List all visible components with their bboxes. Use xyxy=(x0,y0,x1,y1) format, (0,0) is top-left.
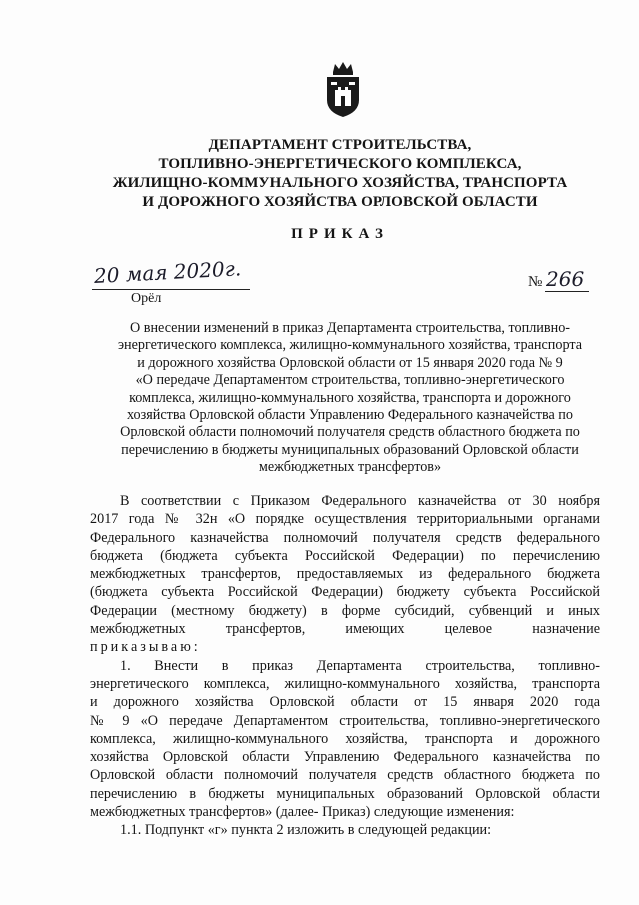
date-underline xyxy=(92,289,250,290)
preamble-line: Федерации (местному бюджету) в форме субсидий, субвенций и иных xyxy=(90,602,600,619)
department-title-line: И ДОРОЖНОГО ХОЗЯЙСТВА ОРЛОВСКОЙ ОБЛАСТИ xyxy=(142,194,538,210)
subject-line: межбюджетных трансфертов» xyxy=(258,459,442,476)
subject-line: хозяйства Орловской области Управлению Федерального казначейства по xyxy=(127,407,573,424)
number-label: № xyxy=(528,274,543,290)
preamble-line: межбюджетных трансфертов, имеющих целевое назначение xyxy=(90,621,600,638)
subject-line: «О передаче Департаментом строительства, топливно-энергетического xyxy=(135,372,565,389)
preamble-line: 2017 года № 32н «О порядке осуществления территориальными органами xyxy=(90,511,600,528)
preamble-line: межбюджетных трансфертов, предоставляемых из федерального бюджета xyxy=(90,566,600,583)
item1-line: № 9 «О передаче Департаментом строительства, топливно-энергетического xyxy=(90,712,600,729)
preamble-line: бюджета (бюджета субъекта Российской Федерации) по перечислению xyxy=(90,547,600,564)
number-underline xyxy=(545,291,589,292)
preamble-line: Федерального казначейства полномочий получателя средств федерального xyxy=(90,529,600,546)
subject-line: Орловской области полномочий получателя средств областного бюджета по xyxy=(120,424,580,441)
department-title-line: ТОПЛИВНО-ЭНЕРГЕТИЧЕСКОГО КОМПЛЕКСА, xyxy=(158,156,522,172)
item1-line: энергетического комплекса, жилищно-коммунального хозяйства, транспорта xyxy=(90,675,600,692)
subject-line: энергетического комплекса, жилищно-коммунального хозяйства, транспорта xyxy=(117,337,583,354)
item1-line: хозяйства Орловской области Управлению Федерального казначейства по xyxy=(90,749,600,766)
document-type-heading: ПРИКАЗ xyxy=(291,226,389,242)
item1-line: Орловской области полномочий получателя средств областного бюджета по xyxy=(90,767,600,784)
subject-line: комплекса, жилищно-коммунального хозяйства, транспорта и дорожного xyxy=(129,389,571,406)
item1-line: комплекса, жилищно-коммунального хозяйства, транспорта и дорожного xyxy=(90,730,600,747)
order-body xyxy=(90,492,600,840)
department-title xyxy=(60,136,620,212)
preamble-line: (бюджета субъекта Российской Федерации) бюджету субъекта Российской xyxy=(90,584,600,601)
order-word: приказываю: xyxy=(90,639,201,656)
city-label: Орёл xyxy=(131,291,162,306)
subject-line: О внесении изменений в приказ Департамента строительства, топливно- xyxy=(129,320,571,336)
department-title-line: ДЕПАРТАМЕНТ СТРОИТЕЛЬСТВА, xyxy=(208,137,472,153)
handwritten-number: 266 xyxy=(546,267,585,291)
item1-line: и дорожного хозяйства Орловской области от 15 января 2020 года xyxy=(90,694,600,711)
subject-line: и дорожного хозяйства Орловской области от 15 января 2020 года № 9 xyxy=(137,354,563,371)
subject-line: перечислению в бюджеты муниципальных образований Орловской области xyxy=(121,441,579,458)
item1-1-line: 1.1. Подпункт «г» пункта 2 изложить в следующей редакции: xyxy=(120,822,492,839)
item1-line: перечислению в бюджеты муниципальных образований Орловской области xyxy=(90,785,600,802)
preamble-line: В соответствии с Приказом Федерального казначейства от 30 ноября xyxy=(120,493,600,509)
order-subject xyxy=(90,320,610,477)
item1-line: 1. Внести в приказ Департамента строительства, топливно- xyxy=(120,657,600,674)
department-title-line: ЖИЛИЩНО-КОММУНАЛЬНОГО ХОЗЯЙСТВА, ТРАНСПОРТА xyxy=(112,175,568,191)
orel-region-coat-of-arms-icon xyxy=(323,60,363,118)
item1-line: межбюджетных трансфертов» (далее- Приказ) следующие изменения: xyxy=(90,804,515,821)
handwritten-date: 20 мая 2020г. xyxy=(93,256,242,288)
